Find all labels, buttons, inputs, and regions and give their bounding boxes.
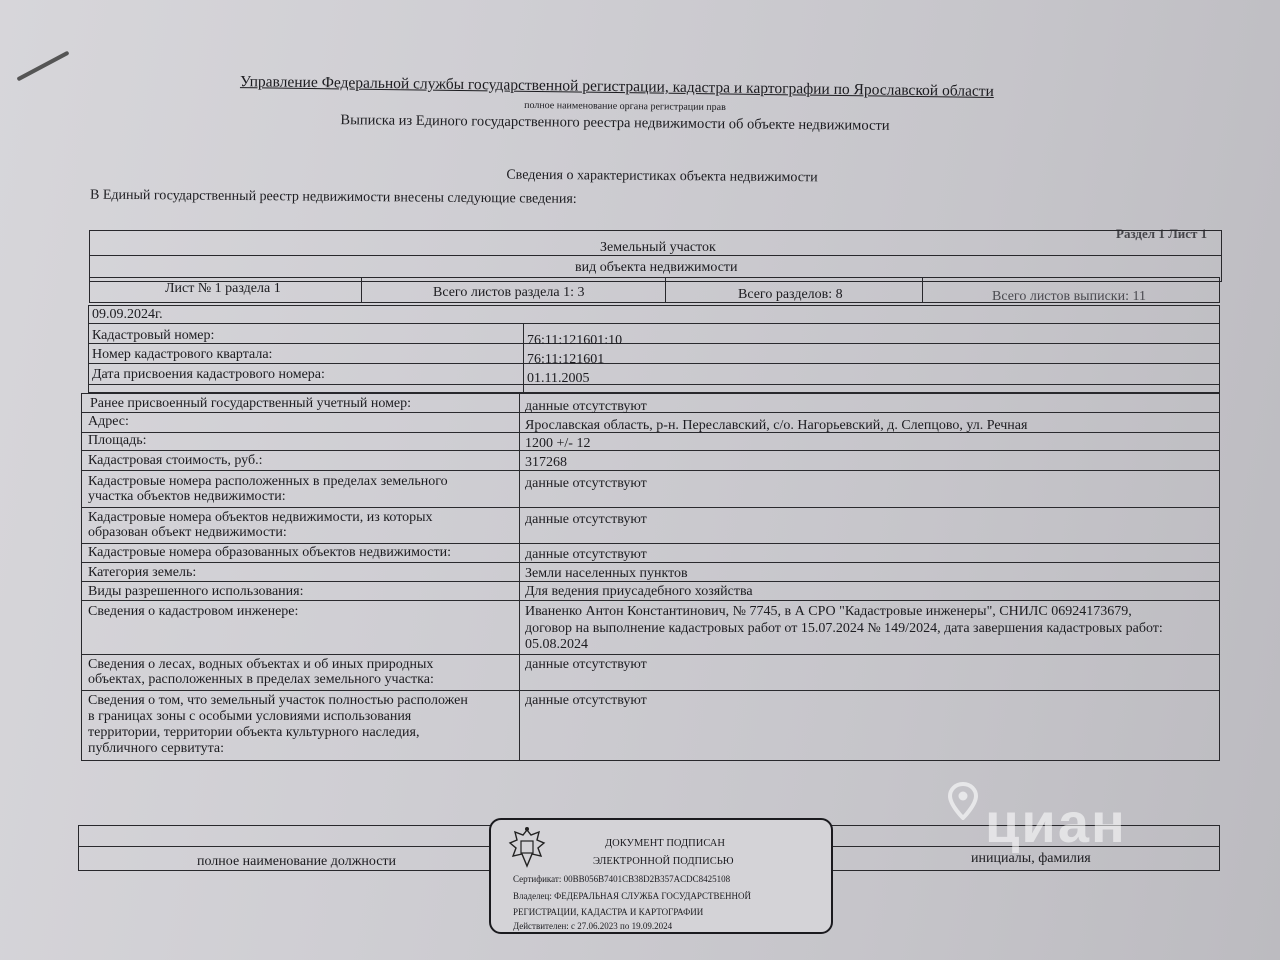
detail-label-natural-objects: Сведения о лесах, водных объектах и об иных природных	[88, 657, 434, 672]
detail-value-engineer-2: договор на выполнение кадастровых работ от 15.07.2024 № 149/2024, дата завершения кадастровых работ:	[525, 621, 1163, 636]
stamp-certificate: Сертификат: 00BB056B7401CB38D2B357ACDC8425108	[513, 874, 731, 884]
watermark-brand: циан	[985, 791, 1127, 854]
document-subtitle: Сведения о характеристиках объекта недвижимости	[506, 167, 818, 186]
detail-value-derived-objects: данные отсутствуют	[525, 547, 647, 562]
stamp-owner-2: РЕГИСТРАЦИИ, КАДАСТРА И КАРТОГРАФИИ	[513, 907, 704, 917]
detail-label-address: Адрес:	[88, 414, 129, 429]
document-title: Выписка из Единого государственного реестра недвижимости об объекте недвижимости	[340, 112, 890, 134]
detail-value-source-objects: данные отсутствуют	[525, 512, 647, 527]
detail-value-land-category: Земли населенных пунктов	[525, 566, 688, 581]
details-table	[81, 393, 1220, 761]
detail-label-land-category: Категория земель:	[88, 565, 197, 580]
detail-label-special-zone-4: публичного сервитута:	[88, 741, 225, 756]
detail-label-located-objects: Кадастровые номера расположенных в пределах земельного	[88, 474, 448, 489]
detail-label-derived-objects: Кадастровые номера образованных объектов недвижимости:	[88, 545, 451, 560]
coat-of-arms-icon	[507, 826, 547, 872]
detail-value-address: Ярославская область, р-н. Переславский, с/о. Нагорьевский, д. Слепцово, ул. Речная	[525, 418, 1028, 433]
ids-label-quarter: Номер кадастрового квартала:	[92, 347, 273, 362]
intro-text: В Единый государственный реестр недвижимости внесены следующие сведения:	[89, 187, 577, 207]
detail-value-located-objects: данные отсутствуют	[525, 476, 647, 491]
stamp-owner-1: Владелец: ФЕДЕРАЛЬНАЯ СЛУЖБА ГОСУДАРСТВЕННОЙ	[513, 891, 752, 901]
detail-label-area: Площадь:	[88, 433, 147, 448]
ids-table	[88, 305, 1220, 393]
extract-date: 09.09.2024г.	[92, 307, 163, 322]
stamp-line-1: ДОКУМЕНТ ПОДПИСАН	[605, 838, 725, 849]
detail-value-natural-objects: данные отсутствуют	[525, 657, 647, 672]
object-type-box	[89, 230, 1222, 282]
object-type-caption: вид объекта недвижимости	[575, 260, 738, 275]
authority-name: Управление Федеральной службы государственной регистрации, кадастра и картографии по Ярославской области	[239, 73, 994, 100]
detail-value-permitted-use: Для ведения приусадебного хозяйства	[525, 584, 753, 599]
total-sections: Всего разделов: 8	[738, 287, 843, 302]
location-pin-icon	[948, 782, 978, 820]
detail-value-prev-number: данные отсутствуют	[525, 399, 647, 414]
position-caption: полное наименование должности	[197, 854, 397, 869]
detail-label-cost: Кадастровая стоимость, руб.:	[88, 453, 263, 468]
detail-value-cost: 317268	[525, 455, 567, 470]
detail-label-natural-objects-2: объектах, расположенных в пределах земельного участка:	[88, 672, 434, 687]
ids-label-assign-date: Дата присвоения кадастрового номера:	[92, 367, 325, 382]
total-sheets-section: Всего листов раздела 1: 3	[433, 285, 585, 300]
ids-value-assign-date: 01.11.2005	[527, 371, 590, 386]
detail-value-area: 1200 +/- 12	[525, 436, 591, 451]
detail-label-source-objects: Кадастровые номера объектов недвижимости, из которых	[88, 510, 433, 525]
pen-mark	[16, 51, 69, 82]
detail-label-source-objects-2: образован объект недвижимости:	[88, 525, 287, 540]
sheet-info-row	[89, 277, 1220, 303]
detail-label-permitted-use: Виды разрешенного использования:	[88, 584, 304, 599]
sheet-number: Лист № 1 раздела 1	[165, 281, 281, 296]
detail-label-special-zone-3: территории, территории объекта культурного наследия,	[88, 725, 420, 740]
ids-value-cadastral-number: 76:11:121601:10	[527, 333, 623, 348]
detail-label-located-objects-2: участка объектов недвижимости:	[88, 489, 286, 504]
detail-label-prev-number: Ранее присвоенный государственный учетный номер:	[90, 396, 412, 411]
authority-caption: полное наименование органа регистрации прав	[524, 99, 726, 114]
stamp-validity: Действителен: с 27.06.2023 по 19.09.2024	[513, 921, 673, 931]
detail-label-special-zone: Сведения о том, что земельный участок полностью расположен	[88, 693, 468, 708]
section-label: Раздел 1 Лист 1	[1116, 226, 1208, 241]
stamp-line-2: ЭЛЕКТРОННОЙ ПОДПИСЬЮ	[593, 856, 734, 867]
detail-label-engineer: Сведения о кадастровом инженере:	[88, 604, 299, 619]
ids-value-quarter: 76:11:121601	[527, 352, 605, 367]
name-caption: инициалы, фамилия	[971, 851, 1091, 866]
detail-value-special-zone: данные отсутствуют	[525, 693, 647, 708]
total-sheets-extract: Всего листов выписки: 11	[992, 289, 1146, 304]
ids-label-cadastral-number: Кадастровый номер:	[92, 328, 215, 343]
detail-value-engineer-3: 05.08.2024	[525, 637, 588, 652]
e-signature-stamp	[489, 818, 833, 934]
detail-value-engineer-1: Иваненко Антон Константинович, № 7745, в А СРО "Кадастровые инженеры", СНИЛС 06924173679,	[525, 604, 1132, 619]
object-type: Земельный участок	[600, 240, 716, 255]
detail-label-special-zone-2: в границах зоны с особыми условиями использования	[88, 709, 412, 724]
